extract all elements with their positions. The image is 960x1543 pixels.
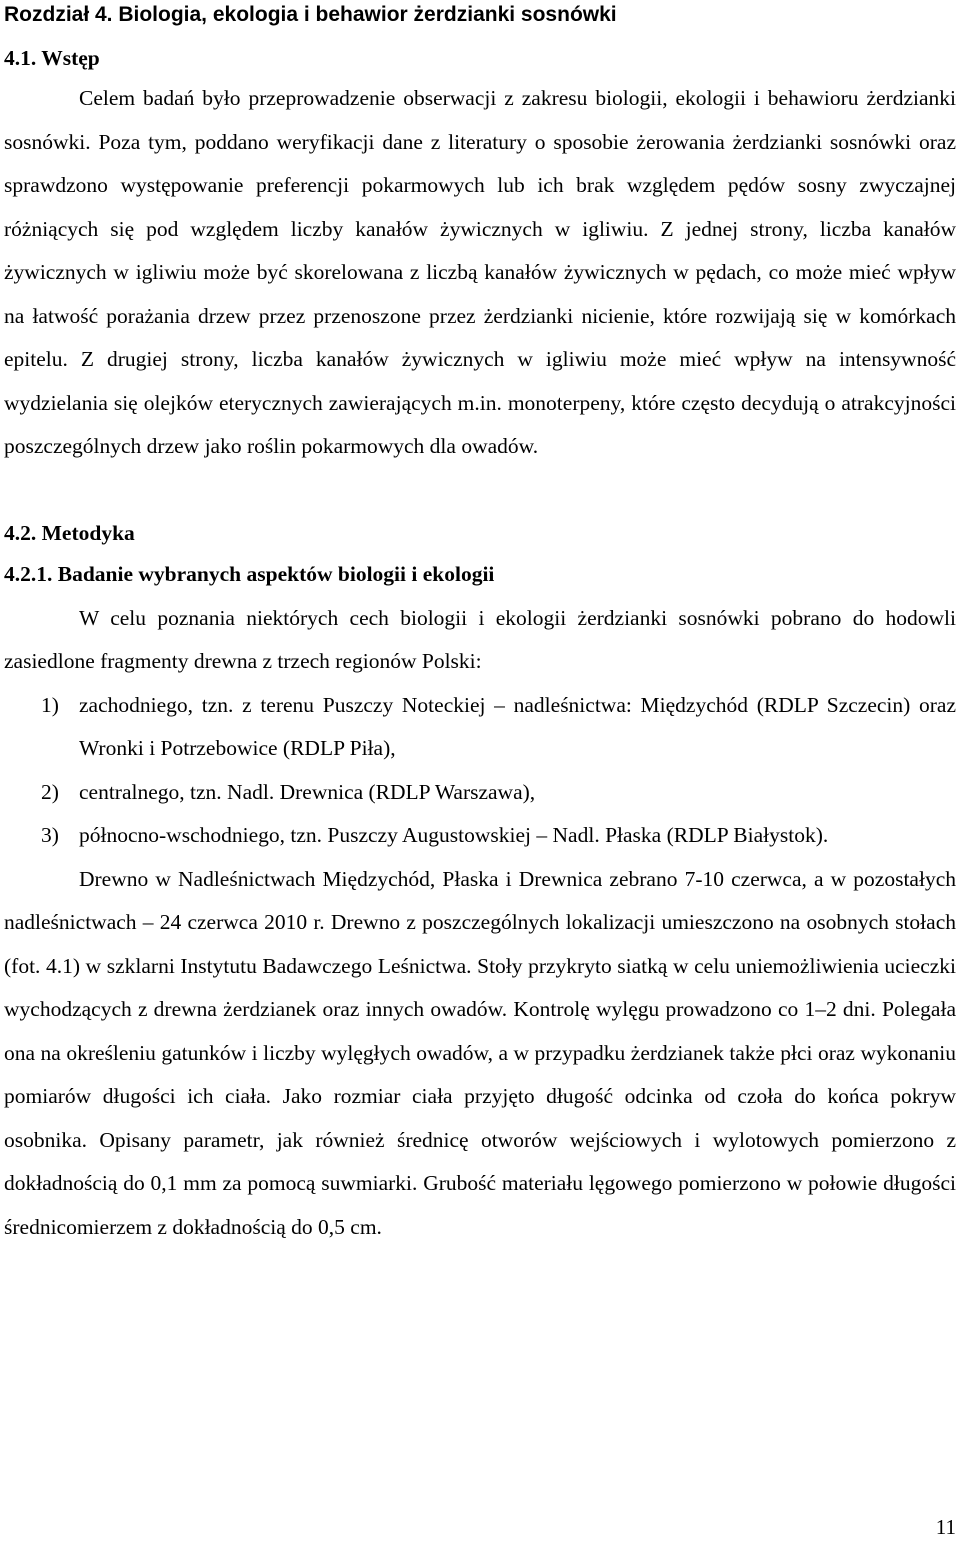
list-item-number: 3) (41, 823, 59, 847)
list-item-text: zachodniego, tzn. z terenu Puszczy Noteckiej – nadleśnictwa: Międzychód (RDLP Szczecin) oraz Wronki i Potrzebowice (RDLP Piła), (79, 692, 956, 760)
methodology-intro-paragraph: W celu poznania niektórych cech biologii i ekologii żerdzianki sosnówki pobrano do hodowli zasiedlone fragmenty drewna z trzech regionów Polski: (4, 605, 956, 673)
collection-paragraph: Drewno w Nadleśnictwach Międzychód, Płaska i Drewnica zebrano 7-10 czerwca, a w pozostałych nadleśnictwach – 24 czerwca 2010 r. Drewno z poszczególnych lokalizacji umieszczono na osobnych stołach (fot. 4.1) w szklarni Instytutu Badawczego Leśnictwa. Stoły przykryto siatką w celu uniemożliwienia ucieczki wychodzących z drewna żerdzianek oraz innych owadów. Kontrolę wylęgu prowadzono co 1–2 dni. Polegała ona na określeniu gatunków i liczby wylęgłych owadów, a w przypadku żerdzianek także płci oraz wykonaniu pomiarów długości ich ciała. Jako rozmiar ciała przyjęto długość odcinka od czoła do końca pokryw osobnika. Opisany parametr, jak również średnicę otworów wejściowych i wylotowych pomierzono z dokładnością do 0,1 mm za pomocą suwmiarki. Grubość materiału lęgowego pomierzono w połowie długości średnicomierzem z dokładnością do 0,5 cm. (4, 866, 956, 1239)
list-item (4, 814, 956, 858)
regions-list (4, 684, 956, 858)
document-page (4, 0, 956, 1249)
list-item (4, 684, 956, 771)
section-heading-introduction: 4.1. Wstęp (4, 46, 100, 70)
section-heading-methodology: 4.2. Metodyka (4, 520, 135, 545)
list-item-number: 1) (41, 692, 59, 717)
list-item-text: północno-wschodniego, tzn. Puszczy Augustowskiej – Nadl. Płaska (RDLP Białystok). (79, 823, 829, 847)
chapter-title: Rozdział 4. Biologia, ekologia i behawior żerdzianki sosnówki (4, 3, 617, 26)
list-item-text: centralnego, tzn. Nadl. Drewnica (RDLP Warszawa), (79, 779, 536, 804)
introduction-paragraph: Celem badań było przeprowadzenie obserwacji z zakresu biologii, ekologii i behawioru żerdzianki sosnówki. Poza tym, poddano weryfikacji dane z literatury o sposobie żerowania żerdzianki sosnówki oraz sprawdzono występowanie preferencji pokarmowych lub ich brak względem pędów sosny zwyczajnej różniących się pod względem liczby kanałów żywicznych w igliwiu. Z jednej strony, liczba kanałów żywicznych w igliwiu może być skorelowana z liczbą kanałów żywicznych w pędach, co może mieć wpływ na łatwość porażania drzew przez przenoszone przez żerdzianki nicienie, które rozwijają się w komórkach epitelu. Z drugiej strony, liczba kanałów żywicznych w igliwiu może mieć wpływ na intensywność wydzielania się olejków eterycznych zawierających m.in. monoterpeny, które często decydują o atrakcyjności poszczególnych drzew jako roślin pokarmowych dla owadów. (4, 86, 956, 458)
list-item (4, 771, 956, 815)
list-item-number: 2) (41, 779, 59, 804)
page-number: 11 (935, 1515, 956, 1539)
subsection-heading: 4.2.1. Badanie wybranych aspektów biologii i ekologii (4, 562, 495, 586)
